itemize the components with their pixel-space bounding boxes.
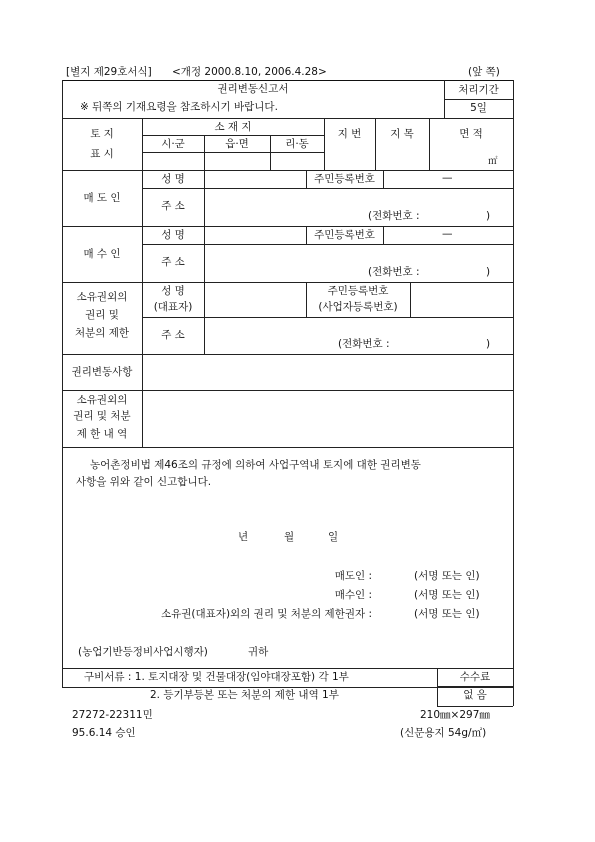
- date-day-label: 일: [328, 531, 339, 543]
- seller-name-label: 성 명: [161, 173, 185, 185]
- buyer-id-dash: —: [442, 228, 453, 240]
- sigun-field[interactable]: [142, 152, 204, 170]
- revision-date: <개정 2000.8.10, 2006.4.28>: [172, 66, 327, 78]
- restriction-detail-field[interactable]: [143, 391, 512, 446]
- restrictor-id-label: 주민등록번호: [327, 285, 389, 297]
- buyer-sign-label: 매수인 :: [334, 589, 372, 601]
- restrictor-label-2: 권리 및: [85, 309, 119, 321]
- addressee: (농업기반등정비사업시행자): [78, 646, 208, 658]
- restrictor-address-field[interactable]: [205, 318, 512, 336]
- buyer-name-field[interactable]: [205, 227, 305, 243]
- lot-number-header: 지 번: [337, 128, 362, 140]
- restrictor-name-label: 성 명: [161, 285, 185, 297]
- fee-value: 없 음: [463, 689, 487, 701]
- land-category-field[interactable]: [375, 135, 429, 170]
- processing-period-label: 처리기간: [458, 84, 499, 96]
- restrictor-address-label: 주 소: [161, 329, 185, 341]
- restrictor-bizno-label: (사업자등록번호): [318, 301, 398, 313]
- restriction-detail-label-1: 소유권외의: [76, 394, 128, 406]
- restrictor-phone-close: ): [486, 338, 491, 350]
- buyer-address-field[interactable]: [205, 245, 512, 265]
- seller-id-label: 주민등록번호: [314, 173, 375, 185]
- restrictor-label-3: 처분의 제한: [74, 327, 130, 339]
- holder-sign-placeholder[interactable]: (서명 또는 인): [414, 608, 480, 620]
- paper-type: (신문용지 54g/㎡): [400, 727, 487, 739]
- seller-phone-label: (전화번호 :: [368, 210, 420, 222]
- area-header: 면 적: [459, 128, 483, 140]
- seller-id-dash: —: [442, 172, 453, 184]
- declaration-line-2: 사항을 위와 같이 신고합니다.: [76, 476, 212, 488]
- required-docs-line-1: 구비서류 : 1. 토지대장 및 건물대장(임야대장포함) 각 1부: [84, 671, 349, 683]
- paper-size: 210㎜×297㎜: [420, 709, 490, 721]
- form-id: [별지 제29호서식]: [66, 66, 152, 78]
- fee-label: 수수료: [459, 671, 491, 683]
- addressee-honorific: 귀하: [248, 646, 269, 658]
- location-header: 소 재 지: [214, 121, 252, 133]
- sigun-header: 시·군: [161, 138, 185, 150]
- seller-phone-close: ): [486, 210, 491, 222]
- eupmyeon-header: 읍·면: [225, 138, 249, 150]
- declaration-line-1: 농어촌정비법 제46조의 규정에 의하여 사업구역내 토지에 대한 권리변동: [90, 459, 421, 471]
- restrictor-label-1: 소유권외의: [76, 291, 128, 303]
- restrictor-rep-label: (대표자): [153, 301, 193, 313]
- restrictor-id-field[interactable]: [411, 283, 512, 316]
- land-label-bottom: 표 시: [90, 148, 114, 160]
- lot-number-field[interactable]: [324, 135, 375, 170]
- page-side-label: (앞 쪽): [468, 66, 500, 78]
- buyer-id-label: 주민등록번호: [314, 229, 375, 241]
- seller-name-field[interactable]: [205, 171, 305, 187]
- restrictor-name-field[interactable]: [205, 283, 305, 316]
- form-code: 27272-22311민: [72, 709, 153, 721]
- land-label-top: 토 지: [90, 128, 114, 140]
- rights-change-field[interactable]: [143, 355, 512, 389]
- processing-period-value: 5일: [470, 102, 487, 114]
- buyer-phone-close: ): [486, 266, 491, 278]
- eupmyeon-field[interactable]: [204, 152, 270, 170]
- area-field[interactable]: [429, 135, 485, 170]
- buyer-name-label: 성 명: [161, 229, 185, 241]
- seller-address-field[interactable]: [205, 189, 512, 209]
- restriction-detail-label-3: 제 한 내 역: [76, 428, 128, 440]
- ridong-header: 리·동: [285, 138, 309, 150]
- holder-sign-label: 소유권(대표자)외의 권리 및 처분의 제한권자 :: [161, 608, 372, 620]
- seller-address-label: 주 소: [161, 200, 185, 212]
- required-docs-line-2: 2. 등기부등본 또는 처분의 제한 내역 1부: [150, 689, 339, 701]
- approval-date: 95.6.14 승인: [72, 727, 136, 739]
- buyer-phone-label: (전화번호 :: [368, 266, 420, 278]
- buyer-label: 매 수 인: [83, 248, 121, 260]
- ridong-field[interactable]: [270, 152, 324, 170]
- seller-sign-label: 매도인 :: [334, 570, 372, 582]
- seller-label: 매 도 인: [83, 192, 121, 204]
- date-year-label: 년: [238, 531, 249, 543]
- restrictor-phone-label: (전화번호 :: [338, 338, 390, 350]
- area-unit: ㎡: [488, 156, 498, 167]
- land-category-header: 지 목: [390, 128, 414, 140]
- rights-change-label: 권리변동사항: [71, 366, 133, 378]
- buyer-sign-placeholder[interactable]: (서명 또는 인): [414, 589, 480, 601]
- restriction-detail-label-2: 권리 및 처분: [73, 410, 131, 422]
- seller-sign-placeholder[interactable]: (서명 또는 인): [414, 570, 480, 582]
- date-month-label: 월: [284, 531, 295, 543]
- form-title: 권리변동신고서: [217, 83, 289, 95]
- instruction-note: ※ 뒤쪽의 기재요령을 참조하시기 바랍니다.: [80, 101, 278, 113]
- buyer-address-label: 주 소: [161, 256, 185, 268]
